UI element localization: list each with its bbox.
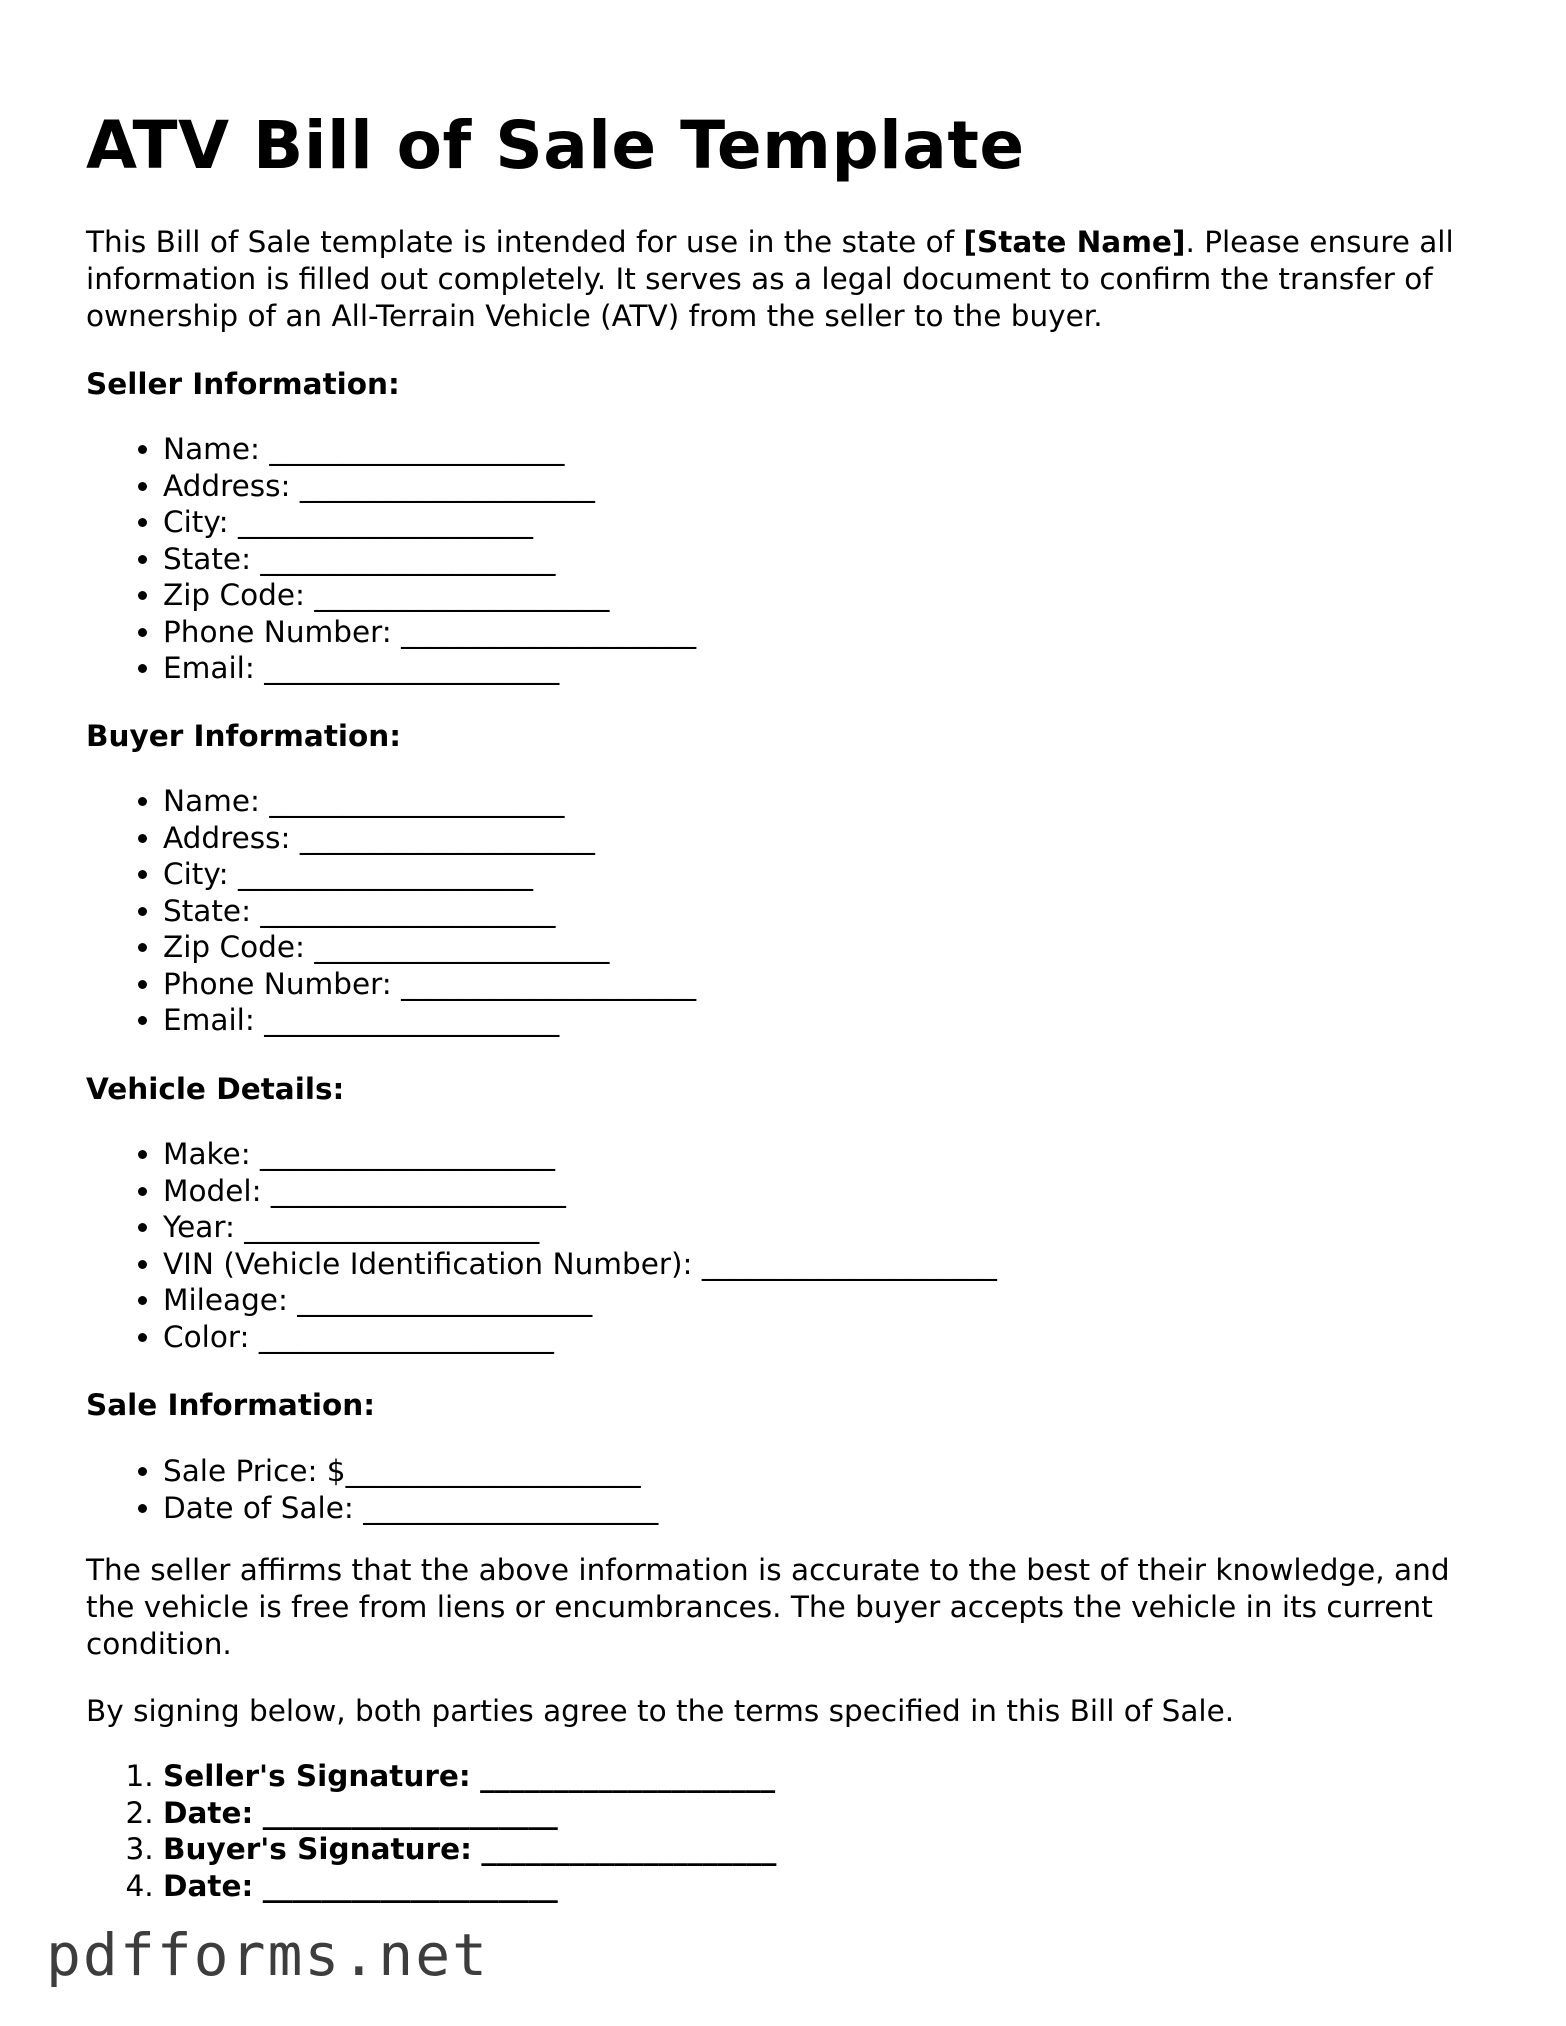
seller-address-field[interactable]: • Address: ____________________	[163, 468, 696, 505]
intro-text-start: This Bill of Sale template is intended for use in the state of	[86, 225, 964, 259]
buyer-address-field[interactable]: • Address: ____________________	[163, 820, 696, 857]
sale-price-field[interactable]: • Sale Price: $____________________	[163, 1453, 658, 1490]
seller-state-field[interactable]: • State: ____________________	[163, 541, 696, 578]
seller-fields-list	[86, 431, 696, 687]
vehicle-make-field[interactable]: • Make: ____________________	[163, 1136, 997, 1173]
seller-heading: Seller Information:	[86, 367, 400, 401]
watermark-logo: pdfforms.net	[46, 1921, 490, 1989]
document-title: ATV Bill of Sale Template	[86, 107, 1025, 184]
state-name-placeholder: [State Name]	[963, 225, 1186, 259]
buyer-zip-field[interactable]: • Zip Code: ____________________	[163, 929, 696, 966]
seller-phone-field[interactable]: • Phone Number: ____________________	[163, 614, 696, 651]
sale-fields-list	[86, 1453, 658, 1526]
signature-list	[86, 1758, 776, 1904]
seller-email-field[interactable]: • Email: ____________________	[163, 650, 696, 687]
buyer-heading: Buyer Information:	[86, 719, 402, 753]
sale-heading: Sale Information:	[86, 1388, 376, 1422]
vehicle-model-field[interactable]: • Model: ____________________	[163, 1173, 997, 1210]
buyer-signature-line[interactable]: 3. Buyer's Signature: ____________________	[163, 1831, 776, 1868]
agreement-paragraph: By signing below, both parties agree to the terms specified in this Bill of Sale.	[86, 1694, 1235, 1728]
seller-zip-field[interactable]: • Zip Code: ____________________	[163, 577, 696, 614]
vehicle-color-field[interactable]: • Color: ____________________	[163, 1319, 997, 1356]
seller-city-field[interactable]: • City: ____________________	[163, 504, 696, 541]
buyer-fields-list	[86, 783, 696, 1039]
intro-text-end: . Please ensure all information is filled out completely. It serves as a legal document to confirm the transfer of ownership of an All-Terrain Vehicle (ATV) from the seller to the buyer.	[86, 225, 1454, 333]
buyer-city-field[interactable]: • City: ____________________	[163, 856, 696, 893]
affirmation-paragraph: The seller affirms that the above information is accurate to the best of their knowledge, and the vehicle is free from liens or encumbrances. The buyer accepts the vehicle in its current condition.	[86, 1553, 1450, 1661]
vehicle-fields-list	[86, 1136, 997, 1355]
sale-date-field[interactable]: • Date of Sale: ____________________	[163, 1490, 658, 1527]
buyer-state-field[interactable]: • State: ____________________	[163, 893, 696, 930]
seller-date-line[interactable]: 2. Date: ____________________	[163, 1795, 776, 1832]
vehicle-heading: Vehicle Details:	[86, 1072, 345, 1106]
vehicle-mileage-field[interactable]: • Mileage: ____________________	[163, 1282, 997, 1319]
vehicle-vin-field[interactable]: • VIN (Vehicle Identification Number): ____________________	[163, 1246, 997, 1283]
intro-paragraph	[86, 224, 1486, 335]
seller-signature-line[interactable]: 1. Seller's Signature: ____________________	[163, 1758, 776, 1795]
buyer-phone-field[interactable]: • Phone Number: ____________________	[163, 966, 696, 1003]
buyer-email-field[interactable]: • Email: ____________________	[163, 1002, 696, 1039]
buyer-name-field[interactable]: • Name: ____________________	[163, 783, 696, 820]
seller-name-field[interactable]: • Name: ____________________	[163, 431, 696, 468]
buyer-date-line[interactable]: 4. Date: ____________________	[163, 1868, 776, 1905]
vehicle-year-field[interactable]: • Year: ____________________	[163, 1209, 997, 1246]
